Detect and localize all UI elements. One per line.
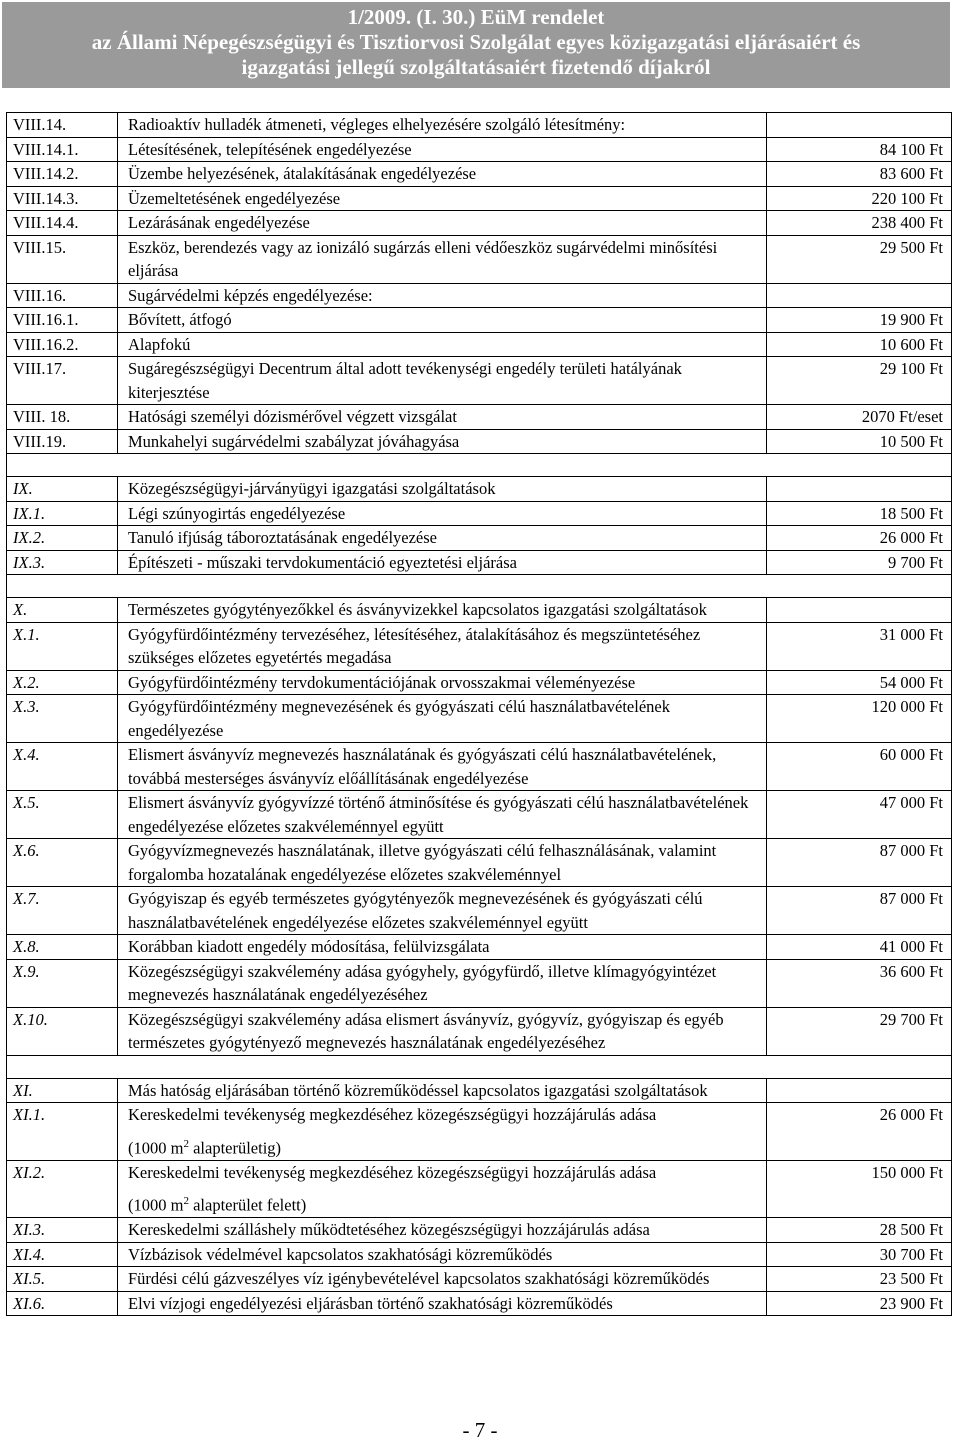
table-row	[7, 526, 952, 551]
row-price: 120 000 Ft	[767, 695, 952, 743]
table-row	[7, 839, 952, 887]
table-row	[7, 695, 952, 743]
table-row	[7, 283, 952, 308]
table-row	[7, 598, 952, 623]
table-row	[7, 887, 952, 935]
row-price	[767, 1078, 952, 1103]
row-price: 9 700 Ft	[767, 550, 952, 575]
table-row	[7, 477, 952, 502]
row-code: X.5.	[7, 791, 118, 839]
row-price: 29 700 Ft	[767, 1007, 952, 1055]
row-price: 47 000 Ft	[767, 791, 952, 839]
fee-table	[6, 112, 952, 1316]
row-price	[767, 477, 952, 502]
row-price: 30 700 Ft	[767, 1242, 952, 1267]
row-description: Tanuló ifjúság táboroztatásának engedélyezése	[118, 526, 767, 551]
table-row	[7, 1242, 952, 1267]
area-suffix: alapterület felett)	[188, 1195, 307, 1215]
row-code: VIII.14.1.	[7, 137, 118, 162]
row-price: 19 900 Ft	[767, 308, 952, 333]
row-description: Alapfokú	[118, 332, 767, 357]
table-row	[7, 935, 952, 960]
row-price: 150 000 Ft	[767, 1160, 952, 1218]
header-subtitle-line2: igazgatási jellegű szolgáltatásaiért fizetendő díjakról	[241, 55, 711, 79]
row-description: Korábban kiadott engedély módosítása, felülvizsgálata	[118, 935, 767, 960]
table-row	[7, 1291, 952, 1316]
row-price: 23 500 Ft	[767, 1267, 952, 1292]
area-suffix: alapterületig)	[188, 1138, 282, 1157]
row-price: 26 000 Ft	[767, 526, 952, 551]
row-description: Közegészségügyi szakvélemény adása gyógyhely, gyógyfürdő, illetve klímagyógyintézet megnevezés használatának engedélyezéséhez	[118, 959, 767, 1007]
row-price: 23 900 Ft	[767, 1291, 952, 1316]
row-price: 28 500 Ft	[767, 1218, 952, 1243]
row-code: X.7.	[7, 887, 118, 935]
spacer-row	[7, 454, 952, 477]
row-description: Hatósági személyi dózismérővel végzett vizsgálat	[118, 405, 767, 430]
row-price: 18 500 Ft	[767, 501, 952, 526]
row-description: Létesítésének, telepítésének engedélyezése	[118, 137, 767, 162]
row-code: VIII.19.	[7, 429, 118, 454]
row-code: X.2.	[7, 670, 118, 695]
row-code: X.10.	[7, 1007, 118, 1055]
spacer-row	[7, 1055, 952, 1078]
row-description	[118, 1103, 767, 1161]
spacer-cell	[7, 575, 952, 598]
row-price: 2070 Ft/eset	[767, 405, 952, 430]
row-code: VIII. 18.	[7, 405, 118, 430]
row-code: XI.5.	[7, 1267, 118, 1292]
row-description: Légi szúnyogirtás engedélyezése	[118, 501, 767, 526]
row-price: 87 000 Ft	[767, 887, 952, 935]
row-code: VIII.16.1.	[7, 308, 118, 333]
table-row	[7, 501, 952, 526]
table-row	[7, 791, 952, 839]
row-code: XI.1.	[7, 1103, 118, 1161]
row-description	[118, 1160, 767, 1218]
row-description-area	[128, 1190, 760, 1217]
row-description: Fürdési célú gázveszélyes víz igénybevételével kapcsolatos szakhatósági közreműködés	[118, 1267, 767, 1292]
table-row	[7, 308, 952, 333]
row-price: 26 000 Ft	[767, 1103, 952, 1161]
row-description-area	[128, 1133, 760, 1160]
row-price: 84 100 Ft	[767, 137, 952, 162]
row-code: X.6.	[7, 839, 118, 887]
row-code: VIII.14.	[7, 113, 118, 138]
header-title: 1/2009. (I. 30.) EüM rendelet	[347, 5, 605, 29]
table-row	[7, 405, 952, 430]
row-description: Elismert ásványvíz gyógyvízzé történő átminősítése és gyógyászati célú használatbavételének engedélyezése előzetes szakvéleménnyel együtt	[118, 791, 767, 839]
row-description: Bővített, átfogó	[118, 308, 767, 333]
row-description: Gyógyfürdőintézmény tervdokumentációjának orvosszakmai véleményezése	[118, 670, 767, 695]
row-code: VIII.16.	[7, 283, 118, 308]
row-price: 29 500 Ft	[767, 235, 952, 283]
table-row	[7, 137, 952, 162]
table-row	[7, 211, 952, 236]
row-description: Gyógyfürdőintézmény tervezéséhez, létesítéséhez, átalakításához és megszüntetéséhez szükséges előzetes egyetértés megadása	[118, 622, 767, 670]
row-description: Építészeti - műszaki tervdokumentáció egyeztetési eljárása	[118, 550, 767, 575]
row-description: Közegészségügyi-járványügyi igazgatási szolgáltatások	[118, 477, 767, 502]
area-text: (1000 m	[128, 1195, 184, 1215]
table-row	[7, 1267, 952, 1292]
spacer-cell	[7, 1055, 952, 1078]
row-price: 83 600 Ft	[767, 162, 952, 187]
area-text: (1000 m	[128, 1138, 184, 1157]
row-description: Természetes gyógytényezőkkel és ásványvizekkel kapcsolatos igazgatási szolgáltatások	[118, 598, 767, 623]
table-row	[7, 186, 952, 211]
row-price: 41 000 Ft	[767, 935, 952, 960]
row-code: XI.2.	[7, 1160, 118, 1218]
row-description: Lezárásának engedélyezése	[118, 211, 767, 236]
table-row	[7, 1007, 952, 1055]
row-description: Más hatóság eljárásában történő közreműködéssel kapcsolatos igazgatási szolgáltatások	[118, 1078, 767, 1103]
row-code: XI.	[7, 1078, 118, 1103]
row-description: Eszköz, berendezés vagy az ionizáló sugárzás elleni védőeszköz sugárvédelmi minősítési eljárása	[118, 235, 767, 283]
table-row	[7, 959, 952, 1007]
document-header	[2, 2, 950, 88]
area-superscript: 2	[183, 1137, 189, 1150]
row-price	[767, 283, 952, 308]
row-description: Vízbázisok védelmével kapcsolatos szakhatósági közreműködés	[118, 1242, 767, 1267]
table-row	[7, 332, 952, 357]
table-row	[7, 429, 952, 454]
row-description-line: Kereskedelmi tevékenység megkezdéséhez közegészségügyi hozzájárulás adása	[128, 1105, 657, 1124]
table-row	[7, 1103, 952, 1161]
row-description: Radioaktív hulladék átmeneti, végleges elhelyezésére szolgáló létesítmény:	[118, 113, 767, 138]
page-number: - 7 -	[462, 1418, 498, 1442]
row-price: 10 500 Ft	[767, 429, 952, 454]
table-row	[7, 357, 952, 405]
row-code: XI.4.	[7, 1242, 118, 1267]
row-description: Elismert ásványvíz megnevezés használatának és gyógyászati célú használatbavételének, továbbá mesterséges ásványvíz előállításának engedélyezése	[118, 743, 767, 791]
row-code: XI.6.	[7, 1291, 118, 1316]
header-subtitle-line1: az Állami Népegészségügyi és Tisztiorvosi Szolgálat egyes közigazgatási eljárásaiért és	[91, 30, 861, 54]
table-row	[7, 1218, 952, 1243]
row-description: Közegészségügyi szakvélemény adása elismert ásványvíz, gyógyvíz, gyógyiszap és egyéb természetes gyógytényező megnevezés használatának engedélyezéséhez	[118, 1007, 767, 1055]
row-code: X.8.	[7, 935, 118, 960]
row-price: 10 600 Ft	[767, 332, 952, 357]
row-code: X.1.	[7, 622, 118, 670]
row-description: Kereskedelmi szálláshely működtetéséhez közegészségügyi hozzájárulás adása	[118, 1218, 767, 1243]
table-row	[7, 550, 952, 575]
row-description: Sugárvédelmi képzés engedélyezése:	[118, 283, 767, 308]
row-code: VIII.17.	[7, 357, 118, 405]
row-price: 87 000 Ft	[767, 839, 952, 887]
row-code: X.9.	[7, 959, 118, 1007]
row-price: 36 600 Ft	[767, 959, 952, 1007]
row-price: 220 100 Ft	[767, 186, 952, 211]
area-superscript: 2	[183, 1195, 189, 1207]
row-code: X.3.	[7, 695, 118, 743]
row-description-line: Kereskedelmi tevékenység megkezdéséhez közegészségügyi hozzájárulás adása	[128, 1162, 657, 1182]
table-row	[7, 162, 952, 187]
row-price: 31 000 Ft	[767, 622, 952, 670]
table-row	[7, 670, 952, 695]
row-code: VIII.16.2.	[7, 332, 118, 357]
row-code: VIII.14.4.	[7, 211, 118, 236]
row-description: Üzemeltetésének engedélyezése	[118, 186, 767, 211]
row-price	[767, 598, 952, 623]
row-code: VIII.14.2.	[7, 162, 118, 187]
row-code: IX.1.	[7, 501, 118, 526]
table-row	[7, 113, 952, 138]
row-description: Gyógyvízmegnevezés használatának, illetve gyógyászati célú felhasználásának, valamint forgalomba hozatalának engedélyezése előzetes szakvéleménnyel	[118, 839, 767, 887]
row-price: 60 000 Ft	[767, 743, 952, 791]
table-row	[7, 235, 952, 283]
row-description: Munkahelyi sugárvédelmi szabályzat jóváhagyása	[118, 429, 767, 454]
row-description: Gyógyiszap és egyéb természetes gyógytényezők megnevezésének és gyógyászati célú használatbavételének engedélyezése előzetes szakvéleménnyel együtt	[118, 887, 767, 935]
row-description: Elvi vízjogi engedélyezési eljárásban történő szakhatósági közreműködés	[118, 1291, 767, 1316]
spacer-cell	[7, 454, 952, 477]
row-price: 54 000 Ft	[767, 670, 952, 695]
row-code: IX.3.	[7, 550, 118, 575]
row-description: Gyógyfürdőintézmény megnevezésének és gyógyászati célú használatbavételének engedélyezése	[118, 695, 767, 743]
row-code: IX.	[7, 477, 118, 502]
row-code: X.4.	[7, 743, 118, 791]
row-code: VIII.15.	[7, 235, 118, 283]
row-description: Üzembe helyezésének, átalakításának engedélyezése	[118, 162, 767, 187]
table-row	[7, 622, 952, 670]
table-row	[7, 1078, 952, 1103]
row-description: Sugáregészségügyi Decentrum által adott tevékenységi engedély területi hatályának kiterjesztése	[118, 357, 767, 405]
spacer-row	[7, 575, 952, 598]
table-row	[7, 1160, 952, 1218]
row-code: XI.3.	[7, 1218, 118, 1243]
row-price: 238 400 Ft	[767, 211, 952, 236]
row-price: 29 100 Ft	[767, 357, 952, 405]
table-row	[7, 743, 952, 791]
row-code: VIII.14.3.	[7, 186, 118, 211]
row-code: X.	[7, 598, 118, 623]
row-price	[767, 113, 952, 138]
row-code: IX.2.	[7, 526, 118, 551]
